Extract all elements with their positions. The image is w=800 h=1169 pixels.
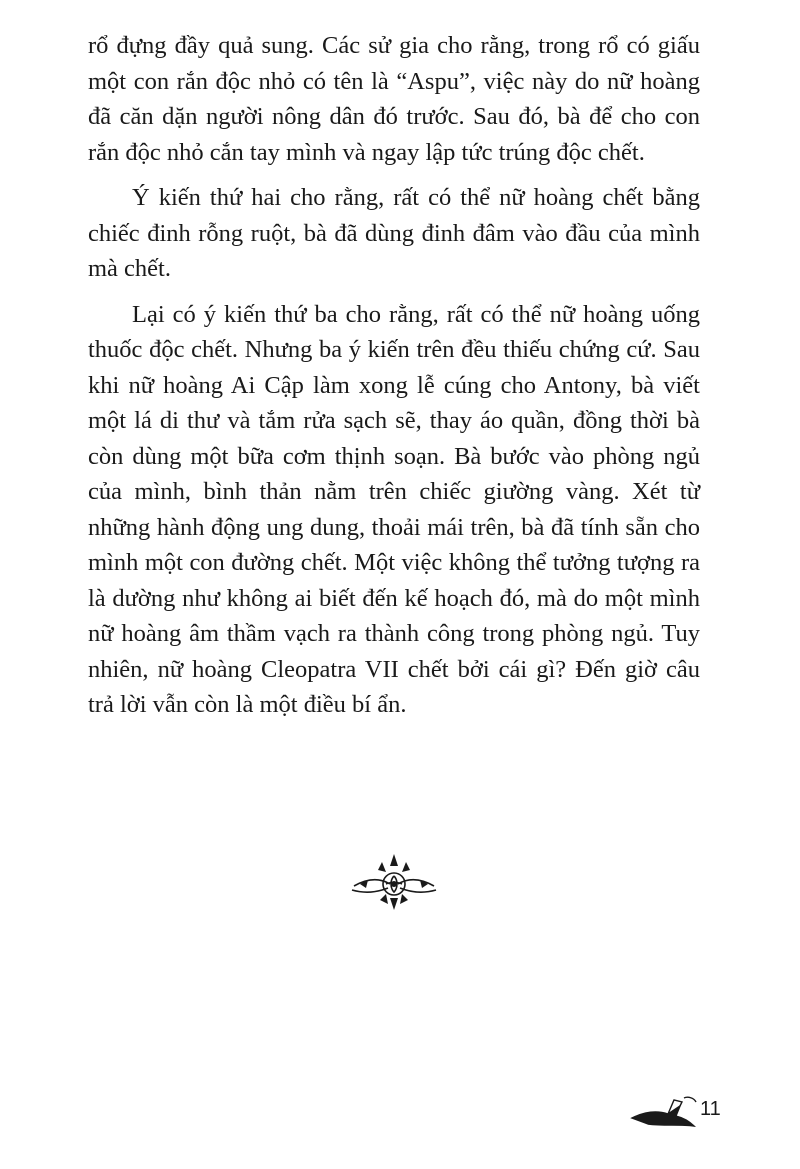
- paragraph-continued: rổ đựng đầy quả sung. Các sử gia cho rằng, trong rổ có giấu một con rắn độc nhỏ có tên là “Aspu”, việc này do nữ hoàng đã căn dặn người nông dân đó trước. Sau đó, bà để cho con rắn độc nhỏ cắn tay mình và ngay lập tức trúng độc chết.: [88, 32, 700, 166]
- page-number: 11: [700, 1098, 721, 1120]
- body-text: [88, 28, 700, 723]
- paragraph-second-opinion: Ý kiến thứ hai cho rằng, rất có thể nữ hoàng chết bằng chiếc đinh rỗng ruột, bà đã dùng đinh đâm vào đầu của mình mà chết.: [88, 184, 700, 282]
- paragraph-third-opinion: Lại có ý kiến thứ ba cho rằng, rất có thể nữ hoàng uống thuốc độc chết. Nhưng ba ý kiến trên đều thiếu chứng cứ. Sau khi nữ hoàng Ai Cập làm xong lễ cúng cho Antony, bà viết một lá di thư và tắm rửa sạch sẽ, thay áo quần, đồng thời bà còn dùng một bữa cơm thịnh soạn. Bà bước vào phòng ngủ của mình, bình thản nằm trên chiếc giường vàng. Xét từ những hành động ung dung, thoải mái trên, bà đã tính sẵn cho mình một con đường chết. Một việc không thể tưởng tượng ra là dường như không ai biết đến kế hoạch đó, mà do một mình nữ hoàng âm thầm vạch ra thành công trong phòng ngủ. Tuy nhiên, nữ hoàng Cleopatra VII chết bởi cái gì? Đến giờ câu trả lời vẫn còn là một điều bí ẩn.: [88, 300, 700, 718]
- floral-ornament-icon: [346, 848, 442, 918]
